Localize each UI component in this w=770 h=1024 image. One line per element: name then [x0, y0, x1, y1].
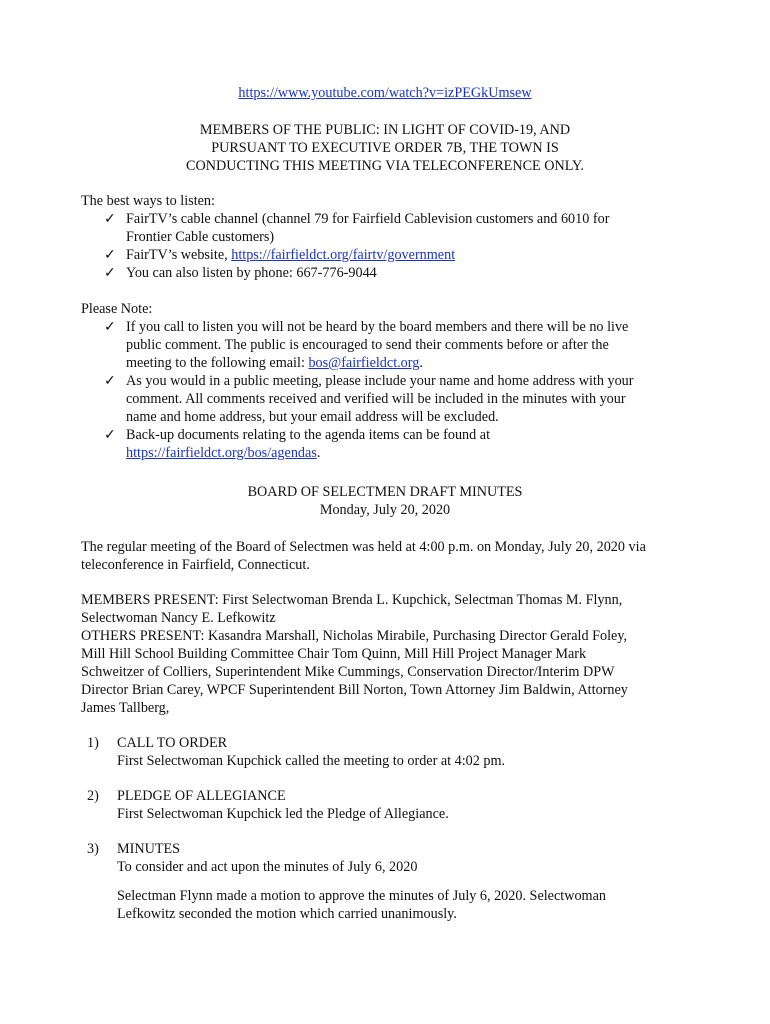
agenda-motion-line-1: Selectman Flynn made a motion to approve the minutes of July 6, 2020. Selectwoman [117, 888, 606, 904]
minutes-date: Monday, July 20, 2020 [319, 502, 451, 518]
note-email-suffix: . [419, 355, 423, 371]
check-icon: ✓ [104, 247, 116, 263]
others-present-line-4: Director Brian Carey, WPCF Superintendent Bill Norton, Town Attorney Jim Baldwin, Attorney [81, 682, 628, 698]
intro-line-2: teleconference in Fairfield, Connecticut. [81, 557, 310, 573]
youtube-link-line [0, 84, 770, 102]
check-icon: ✓ [104, 265, 116, 281]
check-icon: ✓ [104, 427, 116, 443]
others-present-line-1: OTHERS PRESENT: Kasandra Marshall, Nicholas Mirabile, Purchasing Director Gerald Foley, [81, 628, 628, 644]
note-item-call-line-3 [126, 354, 423, 372]
note-item-call-line-1: If you call to listen you will not be heard by the board members and there will be no live [126, 319, 629, 335]
note-item-address-line-3: name and home address, but your email address will be excluded. [126, 409, 499, 425]
listen-item-website-label: FairTV’s website, [126, 247, 232, 263]
covid-notice-line-3: CONDUCTING THIS MEETING VIA TELECONFERENCE ONLY. [186, 158, 584, 174]
listen-heading: The best ways to listen: [81, 193, 215, 209]
note-heading: Please Note: [81, 301, 153, 317]
bos-email-link[interactable]: bos@fairfieldct.org [308, 355, 420, 371]
note-item-call-line-2: public comment. The public is encouraged to send their comments before or after the [126, 337, 609, 353]
agenda-motion-line-2: Lefkowitz seconded the motion which carried unanimously. [117, 906, 457, 922]
others-present-line-2: Mill Hill School Building Committee Chair Tom Quinn, Mill Hill Project Manager Mark [81, 646, 587, 662]
agenda-item-number: 2) [87, 788, 99, 804]
youtube-link[interactable]: https://www.youtube.com/watch?v=izPEGkUmsew [238, 85, 532, 101]
agenda-item-title: MINUTES [117, 841, 181, 857]
check-icon: ✓ [104, 373, 116, 389]
agenda-item-text: First Selectwoman Kupchick called the meeting to order at 4:02 pm. [117, 753, 506, 769]
agenda-item-number: 1) [87, 735, 99, 751]
members-present-line-2: Selectwoman Nancy E. Lefkowitz [81, 610, 276, 626]
others-present-line-5: James Tallberg, [81, 700, 170, 716]
note-backup-suffix: . [316, 445, 321, 461]
covid-notice-line-1: MEMBERS OF THE PUBLIC: IN LIGHT OF COVID-19, AND [199, 122, 571, 138]
listen-item-phone: You can also listen by phone: 667-776-9044 [126, 265, 377, 281]
fairtv-government-link[interactable]: https://fairfieldct.org/fairtv/government [231, 247, 456, 263]
listen-item-cable-line-2: Frontier Cable customers) [126, 229, 275, 245]
agenda-item-text: First Selectwoman Kupchick led the Pledge of Allegiance. [117, 806, 449, 822]
check-icon: ✓ [104, 319, 116, 335]
note-item-address-line-1: As you would in a public meeting, please include your name and home address with your [126, 373, 634, 389]
note-item-backup-line-2 [126, 444, 320, 462]
minutes-title: BOARD OF SELECTMEN DRAFT MINUTES [247, 484, 523, 500]
agenda-item-title: CALL TO ORDER [117, 735, 228, 751]
agenda-item-number: 3) [87, 841, 99, 857]
others-present-line-3: Schweitzer of Colliers, Superintendent Mike Cummings, Conservation Director/Interim DPW [81, 664, 615, 680]
agenda-item-text: To consider and act upon the minutes of July 6, 2020 [117, 859, 418, 875]
covid-notice-line-2: PURSUANT TO EXECUTIVE ORDER 7B, THE TOWN IS [211, 140, 559, 156]
bos-agendas-link[interactable]: https://fairfieldct.org/bos/agendas [126, 445, 317, 461]
members-present-line-1: MEMBERS PRESENT: First Selectwoman Brenda L. Kupchick, Selectman Thomas M. Flynn, [81, 592, 623, 608]
check-icon: ✓ [104, 211, 116, 227]
note-email-prefix: meeting to the following email: [126, 355, 309, 371]
listen-item-cable-line-1: FairTV’s cable channel (channel 79 for Fairfield Cablevision customers and 6010 for [126, 211, 610, 227]
listen-item-website [126, 246, 455, 264]
agenda-item-title: PLEDGE OF ALLEGIANCE [117, 788, 286, 804]
intro-line-1: The regular meeting of the Board of Selectmen was held at 4:00 p.m. on Monday, July 20, 2020 via [81, 539, 646, 555]
note-item-address-line-2: comment. All comments received and verified will be included in the minutes with your [126, 391, 626, 407]
note-item-backup-line-1: Back-up documents relating to the agenda items can be found at [126, 427, 491, 443]
